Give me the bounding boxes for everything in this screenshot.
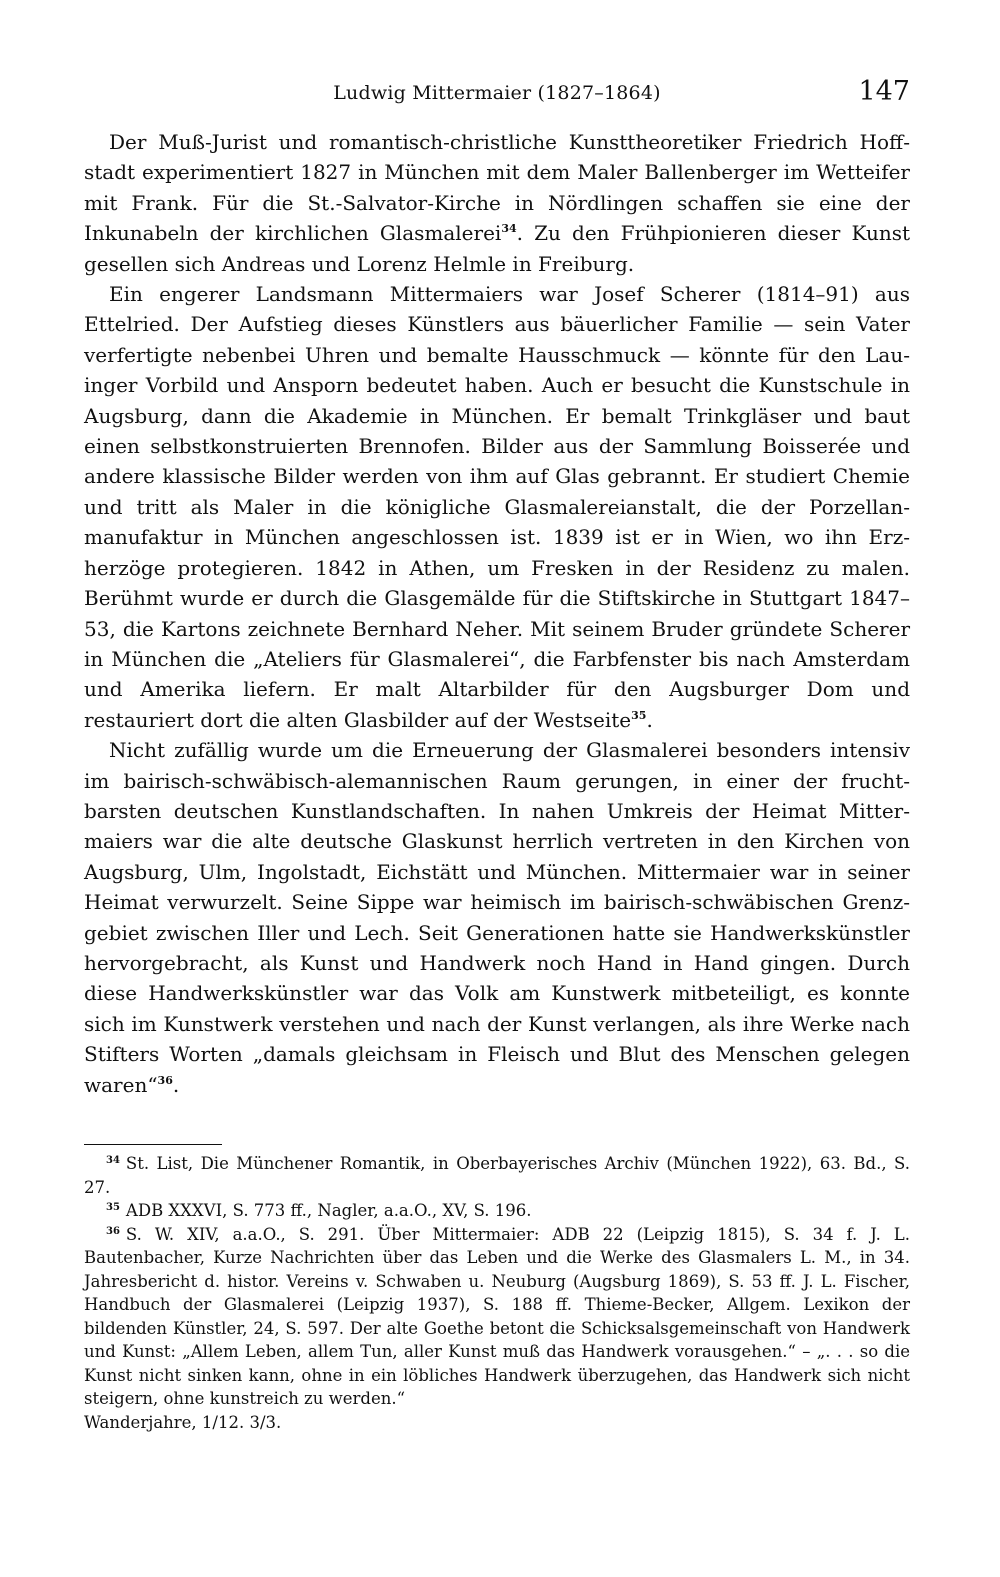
paragraph-3 xyxy=(84,735,910,1100)
paragraph-2-text-b: . xyxy=(646,707,653,732)
footnote-34-text: St. List, Die Münchener Romantik, in Oberbayerisches Archiv (München 1922), 63. Bd., S. 27. xyxy=(84,1154,910,1197)
footnote-36 xyxy=(84,1223,910,1411)
body-text xyxy=(84,127,910,1100)
footnote-36-tail: Wanderjahre, 1/12. 3/3. xyxy=(84,1412,282,1432)
paragraph-3-text-a: Nicht zufällig wurde um die Erneuerung der Glasmalerei besonders intensiv im bairisch-schwäbisch-alemannischen Raum gerungen, in einer der fruchtbarsten deutschen Kunstlandschaften. In nahen Umkreis der Heimat Mittermaiers war die alte deutsche Glaskunst herrlich vertreten in den Kirchen von Augsburg, Ulm, Ingolstadt, Eichstätt und München. Mittermaier war in seiner Heimat verwurzelt. Seine Sippe war heimisch im bairisch-schwäbischen Grenzgebiet zwischen Iller und Lech. Seit Generationen hatte sie Handwerkskünstler hervorgebracht, als Kunst und Handwerk noch Hand in Hand gingen. Durch diese Handwerkskünstler war das Volk am Kunstwerk mitbeteiligt, es konnte sich im Kunstwerk verstehen und nach der Kunst verlangen, als ihre Werke nach Stifters Worten „damals gleichsam in Fleisch und Blut des Menschen gelegen waren“ xyxy=(84,738,910,1097)
footnote-mark-35: 35 xyxy=(106,1202,120,1213)
running-title: Ludwig Mittermaier (1827–1864) xyxy=(333,82,661,104)
footnote-ref-34: 34 xyxy=(501,222,517,236)
footnote-mark-34: 34 xyxy=(106,1155,120,1166)
footnote-ref-35: 35 xyxy=(631,708,647,722)
footnote-36-text: S. W. XIV, a.a.O., S. 291. Über Mittermaier: ADB 22 (Leipzig 1815), S. 34 f. J. L. Bautenbacher, Kurze Nachrichten über das Leben und die Werke des Glasmalers L. M., in 34. Jahresbericht d. histor. Vereins v. Schwaben u. Neuburg (Augsburg 1869), S. 53 ff. J. L. Fischer, Handbuch der Glasmalerei (Leipzig 1937), S. 188 ff. Thieme-Becker, Allgem. Lexikon der bildenden Künstler, 24, S. 597. Der alte Goethe betont die Schicksalsgemeinschaft von Handwerk und Kunst: „Allem Leben, allem Tun, aller Kunst muß das Handwerk vorausgehen.“ – „. . . so die Kunst nicht sinken kann, ohne in ein löbliches Handwerk überzugehen, das Handwerk sich nicht steigern, ohne kunstreich zu werden.“ xyxy=(84,1224,910,1408)
footnote-35-text: ADB XXXVI, S. 773 ff., Nagler, a.a.O., XV, S. 196. xyxy=(125,1201,532,1220)
footnote-divider xyxy=(84,1144,222,1145)
footnote-ref-36: 36 xyxy=(157,1073,173,1087)
paragraph-2 xyxy=(84,279,910,735)
footnote-mark-36: 36 xyxy=(106,1225,120,1237)
footnote-35 xyxy=(84,1199,910,1223)
paragraph-2-text-a: Ein engerer Landsmann Mittermaiers war Josef Scherer (1814–91) aus Ettelried. Der Aufstieg dieses Künstlers aus bäuerlicher Familie — sein Vater verfertigte nebenbei Uhren und bemalte Hausschmuck — könnte für den Lauinger Vorbild und Ansporn bedeutet haben. Auch er besucht die Kunstschule in Augsburg, dann die Akademie in München. Er bemalt Trinkgläser und baut einen selbstkonstruierten Brennofen. Bilder aus der Sammlung Boisserée und andere klassische Bilder werden von ihm auf Glas gebrannt. Er studiert Chemie und tritt als Maler in die königliche Glasmalereianstalt, die der Porzellanmanufaktur in München angeschlossen ist. 1839 ist er in Wien, wo ihn Erzherzöge protegieren. 1842 in Athen, um Fresken in der Residenz zu malen. Berühmt wurde er durch die Glasgemälde für die Stiftskirche in Stuttgart 1847–53, die Kartons zeichnete Bernhard Neher. Mit seinem Bruder gründete Scherer in München die „Ateliers für Glasmalerei“, die Farbfenster bis nach Amsterdam und Amerika liefern. Er malt Altarbilder für den Augsburger Dom und restauriert dort die alten Glasbilder auf der Westseite xyxy=(84,282,910,732)
footnotes xyxy=(84,1152,910,1434)
running-head xyxy=(84,76,910,116)
paragraph-1 xyxy=(84,127,910,279)
paragraph-3-text-b: . xyxy=(172,1072,180,1097)
paragraph-1-text-a: Der Muß-Jurist und romantisch-christliche Kunsttheoretiker Friedrich Hoffstadt experimentiert 1827 in München mit dem Maler Ballenberger im Wetteifer mit Frank. Für die St.-Salvator-Kirche in Nördlingen schaffen sie eine der Inkunabeln der kirchlichen Glasmalerei xyxy=(84,130,910,246)
paragraph-1-text-b: . Zu den Frühpionieren dieser Kunst gesellen sich Andreas und Lorenz Helmle in Freiburg. xyxy=(84,221,911,276)
page-number: 147 xyxy=(858,76,910,107)
footnote-34 xyxy=(84,1152,910,1199)
